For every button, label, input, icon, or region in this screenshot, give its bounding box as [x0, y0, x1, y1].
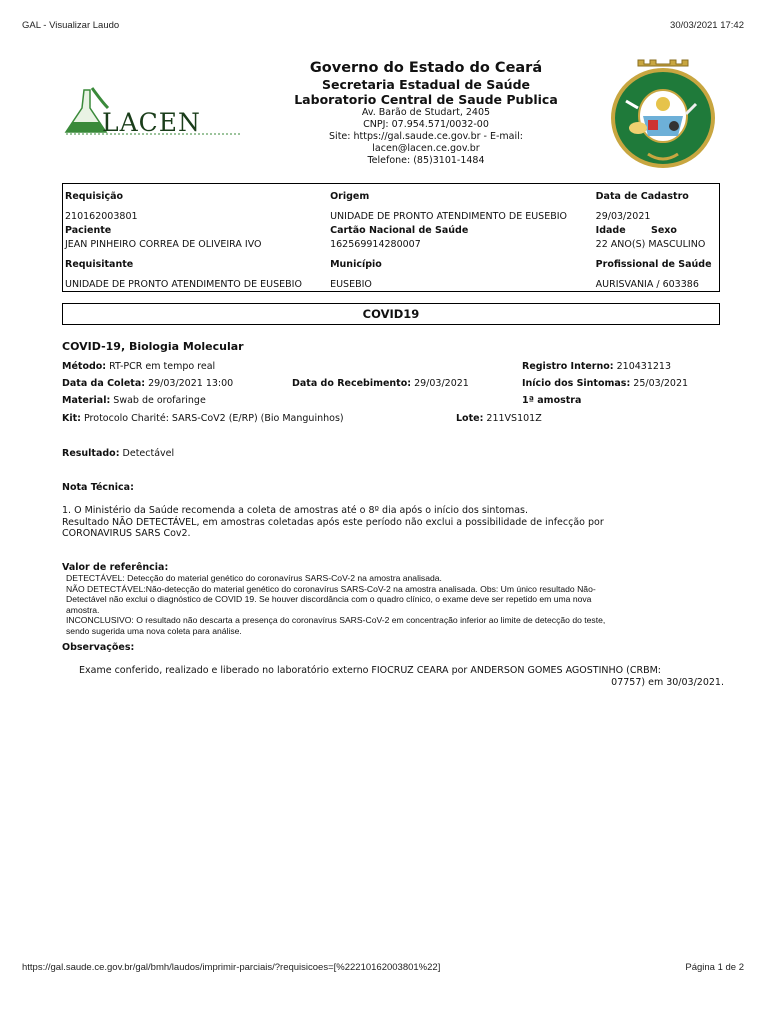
- resultado-value: Detectável: [122, 448, 175, 459]
- registro-label: Registro Interno:: [522, 361, 614, 372]
- requisitante-value: UNIDADE DE PRONTO ATENDIMENTO DE EUSEBIO: [65, 278, 302, 290]
- requisicao-label: Requisição: [65, 191, 124, 203]
- observacoes-line-1: Exame conferido, realizado e liberado no laboratório externo FIOCRUZ CEARA por ANDERSON GOMES AGOSTINHO (CRBM:: [79, 665, 662, 676]
- material-label: Material:: [62, 395, 111, 406]
- institution-address: Av. Barão de Studart, 2405: [361, 107, 491, 118]
- requisicao-value: 210162003801: [65, 211, 138, 222]
- amostra-value: 1ª amostra: [522, 395, 582, 406]
- coleta-row: [62, 378, 233, 389]
- cns-label: Cartão Nacional de Saúde: [330, 225, 469, 236]
- origem-value: UNIDADE DE PRONTO ATENDIMENTO DE EUSEBIO: [330, 211, 568, 222]
- print-title: GAL - Visualizar Laudo: [22, 20, 120, 31]
- coleta-label: Data da Coleta:: [62, 378, 146, 389]
- metodo-row: [62, 361, 215, 372]
- kit-value: Protocolo Charité: SARS-CoV2 (E/RP) (Bio Manguinhos): [84, 413, 344, 424]
- referencia-line-2: NÃO DETECTÁVEL:Não-detecção do material genético do coronavírus SARS-CoV-2 na amostra analisada. Obs: Um único resultado Não-: [66, 583, 596, 594]
- exam-title: COVID-19, Biologia Molecular: [62, 340, 244, 353]
- paciente-label: Paciente: [65, 225, 112, 236]
- lote-label: Lote:: [456, 413, 484, 424]
- exam-banner: COVID19: [62, 303, 720, 325]
- institution-site: Site: https://gal.saude.ce.gov.br - E-mail:: [329, 131, 523, 142]
- referencia-line-6: sendo sugerida uma nova coleta para análise.: [66, 625, 242, 636]
- resultado-label: Resultado:: [62, 448, 120, 459]
- institution-cnpj: CNPJ: 07.954.571/0032-00: [363, 119, 489, 130]
- registro-row: [522, 361, 671, 372]
- idade-label: Idade: [595, 225, 626, 236]
- municipio-value: EUSEBIO: [330, 278, 372, 290]
- nota-label: Nota Técnica:: [62, 482, 134, 493]
- referencia-line-4: amostra.: [66, 604, 100, 615]
- institution-email: lacen@lacen.ce.gov.br: [372, 143, 480, 154]
- institution-line-3: Laboratorio Central de Saude Publica: [294, 92, 558, 107]
- metodo-value: RT-PCR em tempo real: [109, 361, 216, 372]
- institution-header: [270, 60, 582, 167]
- recebimento-value: 29/03/2021: [414, 378, 469, 389]
- kit-row: [62, 413, 344, 424]
- profissional-label: Profissional de Saúde: [595, 259, 712, 270]
- requisitante-label: Requisitante: [65, 259, 134, 270]
- sintomas-value: 25/03/2021: [633, 378, 689, 389]
- municipio-label: Município: [330, 259, 382, 270]
- print-datetime: 30/03/2021 17:42: [670, 20, 744, 31]
- nota-line-2: Resultado NÃO DETECTÁVEL, em amostras coletadas após este período não exclui a possibilidade de infecção por: [62, 516, 604, 528]
- institution-line-2: Secretaria Estadual de Saúde: [321, 77, 531, 92]
- lote-row: [456, 413, 542, 424]
- state-seal: [608, 56, 718, 168]
- nota-text: [62, 505, 604, 540]
- profissional-value: AURISVANIA / 603386: [595, 278, 699, 290]
- print-footer-url: https://gal.saude.ce.gov.br/gal/bmh/laudos/imprimir-parciais/?requisicoes=[%22210162003801%22]: [22, 962, 441, 973]
- lote-value: 211VS101Z: [486, 413, 542, 424]
- observacoes-line-2: 07757) em 30/03/2021.: [611, 676, 724, 688]
- patient-info-table: [62, 183, 720, 292]
- idade-sexo-value: 22 ANO(S) MASCULINO: [595, 239, 706, 250]
- kit-label: Kit:: [62, 413, 81, 424]
- registro-value: 210431213: [616, 361, 672, 372]
- institution-phone: Telefone: (85)3101-1484: [367, 155, 485, 166]
- recebimento-label: Data do Recebimento:: [292, 378, 412, 389]
- referencia-line-3: Detectável não exclui o diagnóstico de COVID 19. Se houver discordância com o quadro clínico, o exame deve ser repetido em uma nova: [66, 594, 592, 604]
- material-row: [62, 395, 206, 406]
- sintomas-label: Início dos Sintomas:: [522, 378, 631, 389]
- data-cadastro-value: 29/03/2021: [595, 211, 651, 222]
- institution-line-1: Governo do Estado do Ceará: [309, 60, 543, 76]
- coleta-value: 29/03/2021 13:00: [148, 378, 234, 389]
- ceara-seal-icon: [608, 56, 718, 168]
- recebimento-row: [292, 378, 469, 389]
- referencia-line-1: DETECTÁVEL: Detecção do material genético do coronavírus SARS-CoV-2 na amostra analisada.: [66, 573, 442, 583]
- material-value: Swab de orofaringe: [113, 395, 206, 406]
- lacen-logo: [62, 82, 242, 142]
- data-cadastro-label: Data de Cadastro: [595, 191, 689, 203]
- nota-line-3: CORONAVIRUS SARS Cov2.: [62, 528, 191, 539]
- referencia-label: Valor de referência:: [62, 562, 169, 573]
- resultado-row: [62, 448, 174, 459]
- paciente-value: JEAN PINHEIRO CORREA DE OLIVEIRA IVO: [65, 239, 262, 250]
- referencia-line-5: INCONCLUSIVO: O resultado não descarta a presença do coronavírus SARS-CoV-2 em concentração inferior ao limite de detecção do teste,: [66, 615, 606, 625]
- observacoes-text: [79, 665, 724, 688]
- cns-value: 162569914280007: [330, 239, 421, 250]
- observacoes-label: Observações:: [62, 642, 135, 653]
- sexo-label: Sexo: [650, 225, 677, 236]
- sintomas-row: [522, 378, 688, 389]
- metodo-label: Método:: [62, 361, 107, 372]
- nota-line-1: 1. O Ministério da Saúde recomenda a coleta de amostras até o 8º dia após o início dos sintomas.: [62, 505, 529, 516]
- referencia-text: [66, 573, 605, 636]
- lacen-logo-text: LACEN: [102, 108, 201, 137]
- print-footer-page: Página 1 de 2: [685, 962, 744, 973]
- origem-label: Origem: [330, 191, 370, 203]
